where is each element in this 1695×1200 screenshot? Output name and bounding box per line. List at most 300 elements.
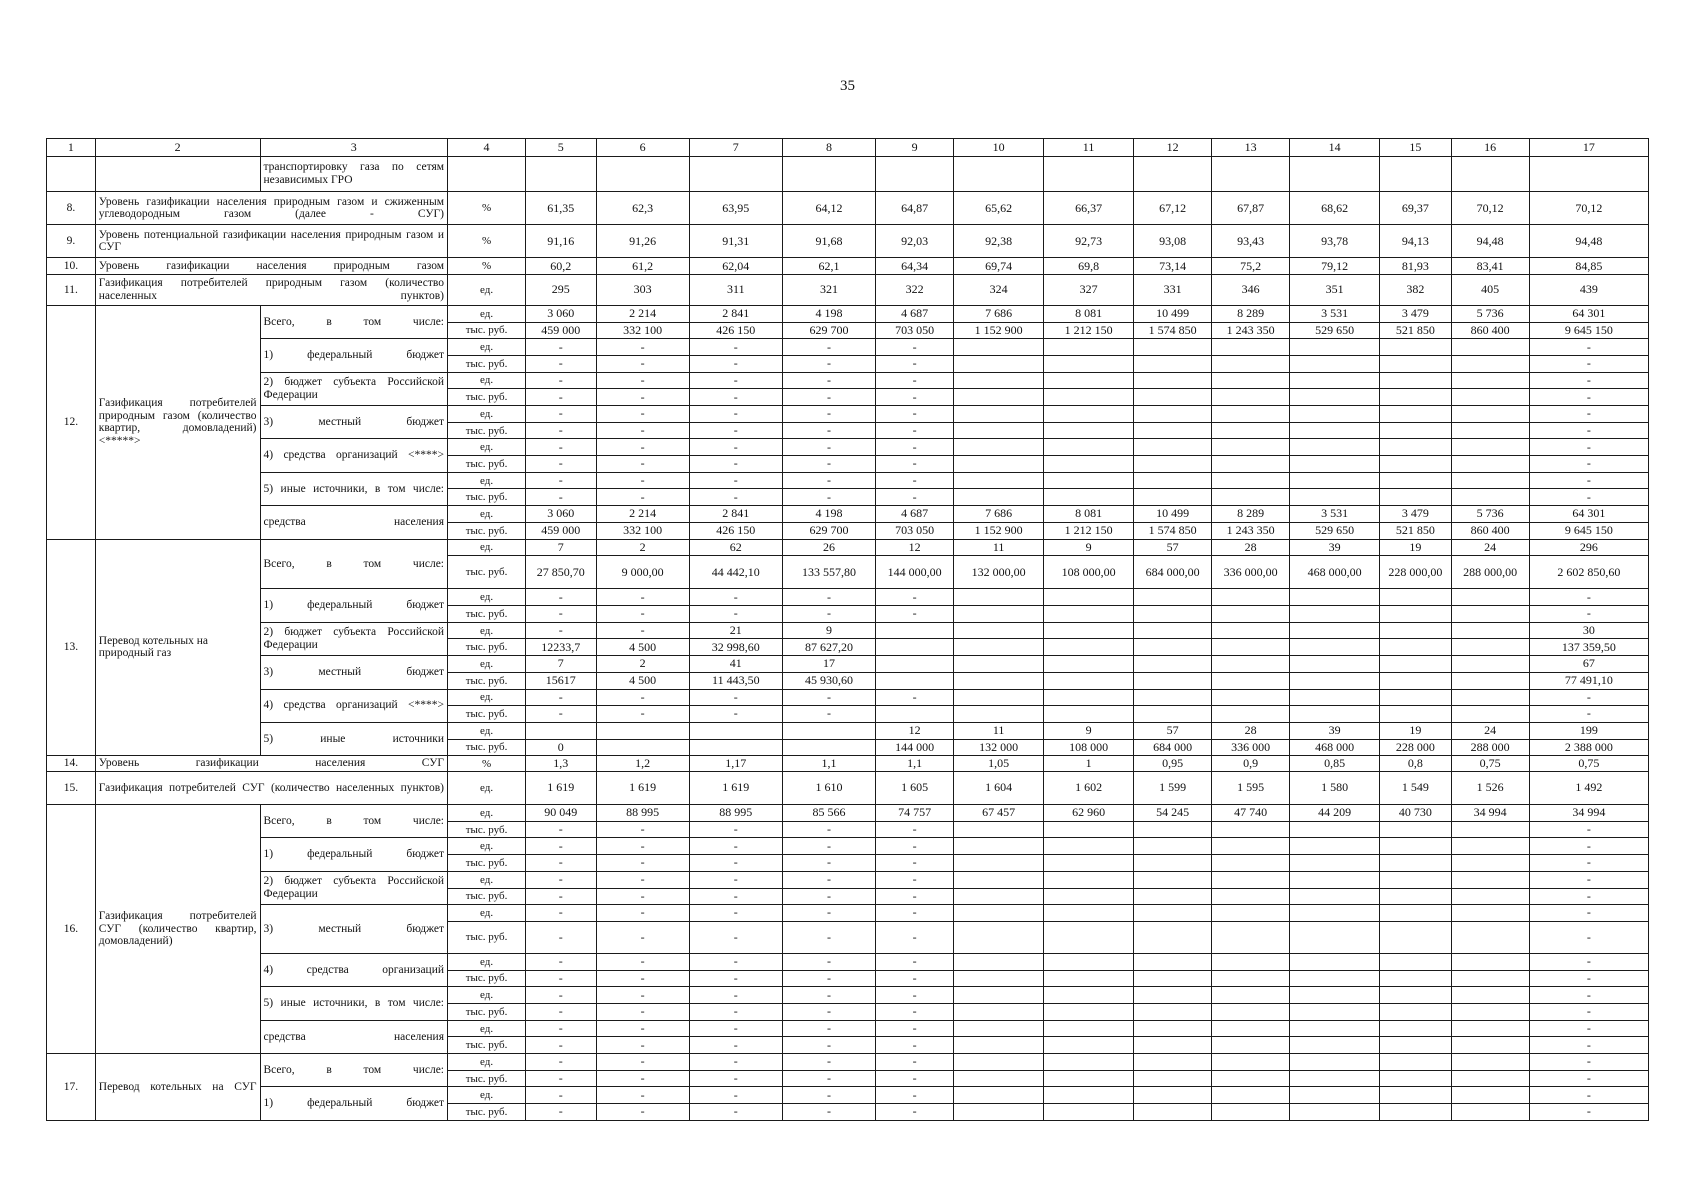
value-cell: 15617 xyxy=(526,672,596,689)
row-sublabel-cell: 2) бюджет субъекта Российской Федерации xyxy=(260,622,448,655)
value-cell xyxy=(782,722,875,739)
value-cell xyxy=(1134,606,1212,623)
value-cell: 28 xyxy=(1212,722,1290,739)
value-cell: 228 000,00 xyxy=(1380,556,1452,589)
value-cell xyxy=(1290,422,1380,439)
value-cell: - xyxy=(526,838,596,855)
value-cell: 0,9 xyxy=(1212,756,1290,772)
value-cell: - xyxy=(526,970,596,987)
table-row xyxy=(47,622,1649,639)
value-cell: 91,68 xyxy=(782,225,875,258)
value-cell: - xyxy=(526,987,596,1004)
value-cell: 67,12 xyxy=(1134,192,1212,225)
value-cell: 47 740 xyxy=(1212,805,1290,822)
value-cell: - xyxy=(876,987,954,1004)
value-cell: 2 841 xyxy=(689,305,782,322)
value-cell: 3 479 xyxy=(1380,305,1452,322)
value-cell xyxy=(954,355,1044,372)
value-cell: 3 531 xyxy=(1290,305,1380,322)
value-cell xyxy=(1212,871,1290,888)
value-cell xyxy=(1451,905,1529,922)
unit-cell: тыс. руб. xyxy=(448,422,526,439)
table-row xyxy=(47,156,1649,191)
value-cell xyxy=(1212,921,1290,953)
unit-cell: тыс. руб. xyxy=(448,355,526,372)
value-cell: 12 xyxy=(876,722,954,739)
value-cell: - xyxy=(596,821,689,838)
value-cell xyxy=(1290,389,1380,406)
value-cell xyxy=(1212,838,1290,855)
value-cell: - xyxy=(596,987,689,1004)
value-cell: - xyxy=(596,372,689,389)
table-row xyxy=(47,838,1649,855)
row-number-cell: 8. xyxy=(47,192,96,225)
value-cell: 351 xyxy=(1290,274,1380,305)
value-cell: - xyxy=(689,689,782,706)
table-row xyxy=(47,274,1649,305)
column-header: 3 xyxy=(260,139,448,157)
value-cell: - xyxy=(876,389,954,406)
value-cell: - xyxy=(782,921,875,953)
value-cell xyxy=(526,156,596,191)
value-cell xyxy=(1290,589,1380,606)
value-cell xyxy=(1044,456,1134,473)
value-cell: - xyxy=(526,422,596,439)
table-row xyxy=(47,372,1649,389)
value-cell: - xyxy=(1529,1087,1648,1104)
unit-cell: тыс. руб. xyxy=(448,706,526,723)
row-label-cell: Газификация потребителей СУГ (количество населенных пунктов) xyxy=(95,771,447,804)
value-cell xyxy=(1044,406,1134,423)
value-cell: 40 730 xyxy=(1380,805,1452,822)
value-cell: - xyxy=(876,606,954,623)
value-cell xyxy=(1134,821,1212,838)
value-cell xyxy=(1212,855,1290,872)
value-cell: - xyxy=(876,1004,954,1021)
value-cell xyxy=(954,422,1044,439)
value-cell xyxy=(1212,905,1290,922)
value-cell: - xyxy=(596,1054,689,1071)
value-cell: - xyxy=(782,905,875,922)
value-cell xyxy=(1451,606,1529,623)
value-cell: 24 xyxy=(1451,722,1529,739)
value-cell xyxy=(1044,422,1134,439)
value-cell xyxy=(1451,456,1529,473)
value-cell xyxy=(1212,456,1290,473)
value-cell: - xyxy=(526,439,596,456)
value-cell xyxy=(1212,339,1290,356)
row-sublabel-cell: Всего, в том числе: xyxy=(260,805,448,838)
value-cell xyxy=(876,672,954,689)
value-cell xyxy=(954,921,1044,953)
value-cell: - xyxy=(782,1020,875,1037)
value-cell: 332 100 xyxy=(596,522,689,539)
value-cell xyxy=(954,1054,1044,1071)
value-cell xyxy=(1290,339,1380,356)
value-cell xyxy=(1134,406,1212,423)
unit-cell: ед. xyxy=(448,339,526,356)
row-label-cell xyxy=(95,156,260,191)
value-cell xyxy=(1044,389,1134,406)
value-cell xyxy=(1134,1070,1212,1087)
table-row xyxy=(47,771,1649,804)
value-cell: - xyxy=(689,456,782,473)
value-cell: - xyxy=(1529,1020,1648,1037)
value-cell xyxy=(1212,1054,1290,1071)
unit-cell: ед. xyxy=(448,589,526,606)
table-body xyxy=(47,139,1649,1121)
value-cell xyxy=(1290,905,1380,922)
value-cell: 88 995 xyxy=(689,805,782,822)
value-cell: - xyxy=(526,1087,596,1104)
unit-cell: ед. xyxy=(448,805,526,822)
value-cell xyxy=(1380,389,1452,406)
gasification-table xyxy=(46,138,1649,1121)
value-cell: 1 580 xyxy=(1290,771,1380,804)
value-cell xyxy=(1134,589,1212,606)
row-label-cell: Газификация потребителей природным газом (количество населенных пунктов) xyxy=(95,274,447,305)
value-cell: 405 xyxy=(1451,274,1529,305)
unit-cell: % xyxy=(448,225,526,258)
value-cell: - xyxy=(689,489,782,506)
value-cell: 133 557,80 xyxy=(782,556,875,589)
row-label-cell: Уровень газификации населения природным газом и сжиженным углеводородным газом (далее - СУГ) xyxy=(95,192,447,225)
value-cell: 0,75 xyxy=(1451,756,1529,772)
unit-cell: ед. xyxy=(448,905,526,922)
value-cell xyxy=(1212,355,1290,372)
value-cell xyxy=(1134,622,1212,639)
value-cell: 34 994 xyxy=(1529,805,1648,822)
value-cell xyxy=(1290,706,1380,723)
row-label-cell: Перевод котельных на природный газ xyxy=(95,539,260,756)
value-cell: - xyxy=(689,355,782,372)
value-cell xyxy=(1044,987,1134,1004)
value-cell xyxy=(1451,855,1529,872)
unit-cell: ед. xyxy=(448,439,526,456)
unit-cell: тыс. руб. xyxy=(448,672,526,689)
value-cell: 7 686 xyxy=(954,305,1044,322)
value-cell xyxy=(1451,422,1529,439)
value-cell: 132 000,00 xyxy=(954,556,1044,589)
value-cell xyxy=(1134,355,1212,372)
value-cell: 69,74 xyxy=(954,258,1044,275)
row-number-cell: 17. xyxy=(47,1054,96,1121)
value-cell: 9 645 150 xyxy=(1529,322,1648,339)
value-cell xyxy=(1451,156,1529,191)
row-number-cell: 15. xyxy=(47,771,96,804)
unit-cell: тыс. руб. xyxy=(448,322,526,339)
value-cell: - xyxy=(1529,489,1648,506)
value-cell: 61,2 xyxy=(596,258,689,275)
value-cell: 62,04 xyxy=(689,258,782,275)
value-cell xyxy=(1451,871,1529,888)
row-number-cell: 9. xyxy=(47,225,96,258)
value-cell: 9 000,00 xyxy=(596,556,689,589)
value-cell: - xyxy=(596,472,689,489)
value-cell xyxy=(1290,871,1380,888)
value-cell xyxy=(1134,389,1212,406)
value-cell: 322 xyxy=(876,274,954,305)
unit-cell: тыс. руб. xyxy=(448,821,526,838)
value-cell: - xyxy=(526,606,596,623)
value-cell: 426 150 xyxy=(689,522,782,539)
row-sublabel-cell: транспортировку газа по сетям независимых ГРО xyxy=(260,156,448,191)
value-cell: - xyxy=(876,905,954,922)
value-cell: - xyxy=(1529,439,1648,456)
value-cell xyxy=(954,656,1044,673)
value-cell: 459 000 xyxy=(526,322,596,339)
value-cell xyxy=(1451,389,1529,406)
value-cell: - xyxy=(782,838,875,855)
value-cell: - xyxy=(689,1070,782,1087)
value-cell: - xyxy=(526,888,596,905)
value-cell: - xyxy=(596,606,689,623)
value-cell xyxy=(1044,706,1134,723)
value-cell xyxy=(1380,855,1452,872)
value-cell: - xyxy=(689,439,782,456)
column-header: 14 xyxy=(1290,139,1380,157)
value-cell: 27 850,70 xyxy=(526,556,596,589)
value-cell: 94,13 xyxy=(1380,225,1452,258)
value-cell xyxy=(1451,821,1529,838)
value-cell: - xyxy=(689,372,782,389)
value-cell: 88 995 xyxy=(596,805,689,822)
value-cell: 336 000,00 xyxy=(1212,556,1290,589)
value-cell xyxy=(1134,1020,1212,1037)
value-cell: - xyxy=(782,706,875,723)
value-cell: - xyxy=(782,422,875,439)
value-cell: - xyxy=(1529,888,1648,905)
value-cell: 288 000,00 xyxy=(1451,556,1529,589)
value-cell xyxy=(1380,1020,1452,1037)
value-cell xyxy=(1290,472,1380,489)
value-cell xyxy=(954,372,1044,389)
value-cell xyxy=(1212,970,1290,987)
value-cell xyxy=(1044,622,1134,639)
value-cell: 74 757 xyxy=(876,805,954,822)
value-cell: 8 289 xyxy=(1212,305,1290,322)
value-cell xyxy=(596,739,689,756)
value-cell xyxy=(1044,1054,1134,1071)
value-cell: 44 209 xyxy=(1290,805,1380,822)
value-cell: 93,08 xyxy=(1134,225,1212,258)
value-cell: 2 841 xyxy=(689,506,782,523)
value-cell xyxy=(1044,970,1134,987)
value-cell: 1,17 xyxy=(689,756,782,772)
value-cell: 10 499 xyxy=(1134,506,1212,523)
value-cell xyxy=(782,156,875,191)
unit-cell: ед. xyxy=(448,472,526,489)
value-cell xyxy=(954,905,1044,922)
value-cell: - xyxy=(596,456,689,473)
row-number-cell: 14. xyxy=(47,756,96,772)
value-cell: 1 212 150 xyxy=(1044,522,1134,539)
value-cell: 67,87 xyxy=(1212,192,1290,225)
value-cell xyxy=(876,656,954,673)
value-cell xyxy=(1044,339,1134,356)
row-sublabel-cell: 1) федеральный бюджет xyxy=(260,838,448,871)
row-sublabel-cell: средства населения xyxy=(260,506,448,539)
unit-cell: тыс. руб. xyxy=(448,556,526,589)
value-cell xyxy=(1290,355,1380,372)
value-cell: - xyxy=(782,855,875,872)
value-cell xyxy=(954,472,1044,489)
value-cell: - xyxy=(689,589,782,606)
value-cell: - xyxy=(782,871,875,888)
value-cell: 1 599 xyxy=(1134,771,1212,804)
value-cell xyxy=(954,838,1044,855)
value-cell: - xyxy=(1529,953,1648,970)
row-sublabel-cell: 1) федеральный бюджет xyxy=(260,589,448,622)
value-cell: - xyxy=(526,1020,596,1037)
unit-cell: % xyxy=(448,192,526,225)
value-cell xyxy=(1044,1087,1134,1104)
value-cell: - xyxy=(526,1054,596,1071)
value-cell xyxy=(1044,855,1134,872)
value-cell xyxy=(1451,1087,1529,1104)
value-cell: 7 xyxy=(526,539,596,556)
value-cell: 629 700 xyxy=(782,322,875,339)
value-cell xyxy=(1134,439,1212,456)
column-header: 11 xyxy=(1044,139,1134,157)
column-header: 4 xyxy=(448,139,526,157)
value-cell: 332 100 xyxy=(596,322,689,339)
value-cell: 8 081 xyxy=(1044,506,1134,523)
value-cell xyxy=(1212,406,1290,423)
value-cell: - xyxy=(526,1104,596,1121)
value-cell: - xyxy=(689,1020,782,1037)
value-cell xyxy=(1451,706,1529,723)
value-cell xyxy=(1212,656,1290,673)
value-cell xyxy=(1290,855,1380,872)
value-cell: 64,34 xyxy=(876,258,954,275)
value-cell: 521 850 xyxy=(1380,322,1452,339)
value-cell: - xyxy=(689,1004,782,1021)
value-cell: - xyxy=(526,855,596,872)
value-cell: 382 xyxy=(1380,274,1452,305)
value-cell: 62,1 xyxy=(782,258,875,275)
row-sublabel-cell: 4) средства организаций xyxy=(260,953,448,986)
value-cell xyxy=(1380,406,1452,423)
value-cell: - xyxy=(689,1087,782,1104)
value-cell: - xyxy=(1529,1004,1648,1021)
value-cell: - xyxy=(526,372,596,389)
table-row xyxy=(47,305,1649,322)
value-cell: 67 xyxy=(1529,656,1648,673)
value-cell: 288 000 xyxy=(1451,739,1529,756)
value-cell: 7 686 xyxy=(954,506,1044,523)
column-header: 13 xyxy=(1212,139,1290,157)
value-cell: 0 xyxy=(526,739,596,756)
value-cell: 87 627,20 xyxy=(782,639,875,656)
value-cell xyxy=(1212,639,1290,656)
value-cell xyxy=(1134,921,1212,953)
value-cell xyxy=(954,672,1044,689)
value-cell: 296 xyxy=(1529,539,1648,556)
value-cell: - xyxy=(876,439,954,456)
table-row xyxy=(47,1054,1649,1071)
value-cell: - xyxy=(1529,589,1648,606)
value-cell xyxy=(1134,888,1212,905)
value-cell: 703 050 xyxy=(876,322,954,339)
value-cell: 63,95 xyxy=(689,192,782,225)
value-cell: - xyxy=(596,855,689,872)
value-cell xyxy=(1451,339,1529,356)
value-cell: - xyxy=(526,456,596,473)
value-cell: - xyxy=(782,1004,875,1021)
value-cell: 44 442,10 xyxy=(689,556,782,589)
value-cell: 132 000 xyxy=(954,739,1044,756)
value-cell: - xyxy=(876,456,954,473)
value-cell: - xyxy=(689,987,782,1004)
value-cell: 30 xyxy=(1529,622,1648,639)
value-cell: 684 000,00 xyxy=(1134,556,1212,589)
value-cell: - xyxy=(782,606,875,623)
table-row xyxy=(47,339,1649,356)
value-cell: - xyxy=(596,1087,689,1104)
column-header: 7 xyxy=(689,139,782,157)
value-cell xyxy=(1290,921,1380,953)
value-cell xyxy=(1451,689,1529,706)
value-cell xyxy=(1290,439,1380,456)
value-cell: 3 060 xyxy=(526,305,596,322)
value-cell xyxy=(954,1104,1044,1121)
row-number-cell: 10. xyxy=(47,258,96,275)
value-cell: 303 xyxy=(596,274,689,305)
value-cell: 12233,7 xyxy=(526,639,596,656)
value-cell: - xyxy=(689,905,782,922)
value-cell: 1 152 900 xyxy=(954,522,1044,539)
row-sublabel-cell: Всего, в том числе: xyxy=(260,305,448,338)
value-cell: - xyxy=(689,422,782,439)
row-sublabel-cell: 3) местный бюджет xyxy=(260,406,448,439)
value-cell: 2 602 850,60 xyxy=(1529,556,1648,589)
value-cell: 64,87 xyxy=(876,192,954,225)
value-cell: - xyxy=(876,921,954,953)
value-cell: 2 xyxy=(596,656,689,673)
value-cell: - xyxy=(876,355,954,372)
value-cell xyxy=(1212,622,1290,639)
value-cell: 324 xyxy=(954,274,1044,305)
value-cell xyxy=(1044,905,1134,922)
value-cell xyxy=(1380,622,1452,639)
unit-cell: тыс. руб. xyxy=(448,1037,526,1054)
row-sublabel-cell: 5) иные источники, в том числе: xyxy=(260,472,448,505)
value-cell: - xyxy=(596,422,689,439)
row-sublabel-cell: 2) бюджет субъекта Российской Федерации xyxy=(260,372,448,405)
value-cell: 2 388 000 xyxy=(1529,739,1648,756)
value-cell: - xyxy=(596,689,689,706)
value-cell xyxy=(1134,987,1212,1004)
value-cell xyxy=(1451,372,1529,389)
value-cell xyxy=(1529,156,1648,191)
value-cell xyxy=(1044,689,1134,706)
value-cell xyxy=(1380,706,1452,723)
value-cell: 64,12 xyxy=(782,192,875,225)
value-cell xyxy=(1044,589,1134,606)
value-cell: - xyxy=(596,355,689,372)
value-cell: - xyxy=(689,888,782,905)
value-cell: - xyxy=(526,921,596,953)
value-cell xyxy=(1380,422,1452,439)
value-cell xyxy=(1212,953,1290,970)
table-row xyxy=(47,258,1649,275)
value-cell xyxy=(1451,622,1529,639)
column-header: 5 xyxy=(526,139,596,157)
value-cell: - xyxy=(782,953,875,970)
value-cell xyxy=(1134,689,1212,706)
value-cell xyxy=(876,622,954,639)
